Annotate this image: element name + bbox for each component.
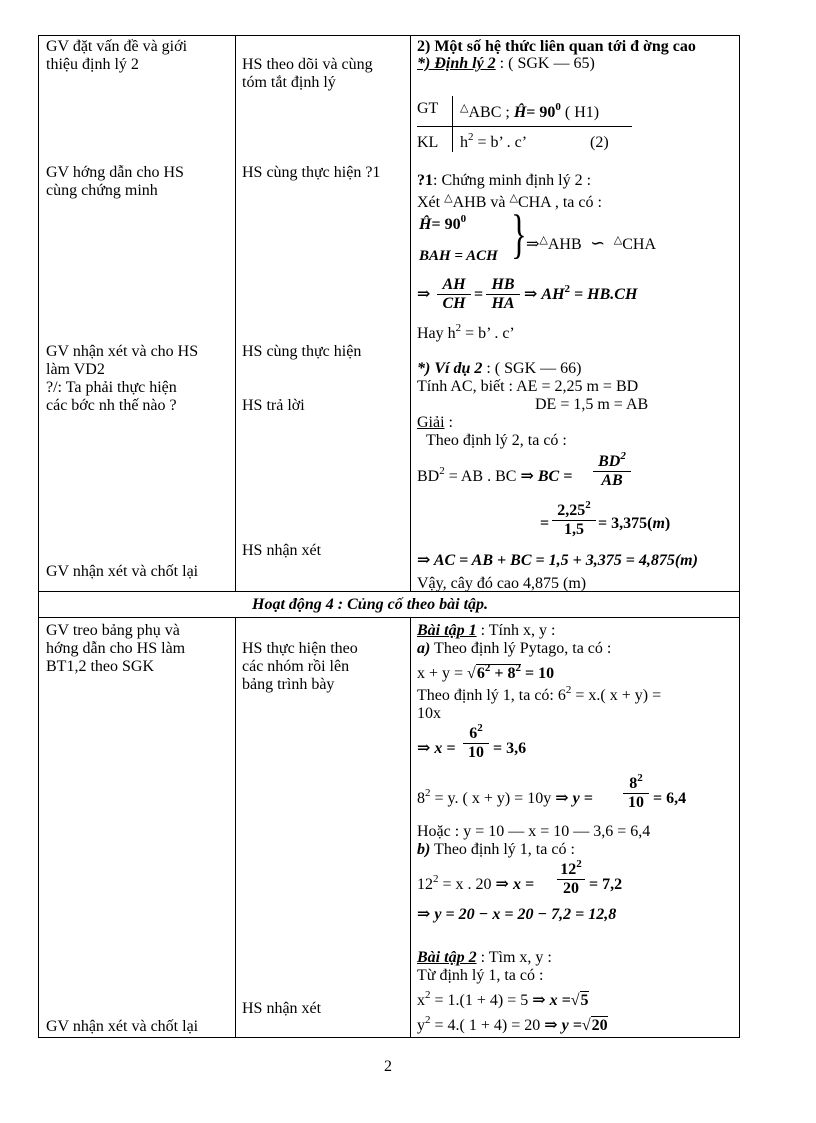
theorem-ref: : ( SGK — 65) [495, 55, 595, 72]
x-square-line: $x^2 = 1.(1 + 4) = 5$ ⇒ x =√5 [417, 989, 589, 1009]
exercise-1-line: Bài tập 1 : Tính x, y : [417, 622, 556, 639]
column-divider-2 [410, 35, 411, 591]
triangle-icon: △ [460, 102, 469, 114]
proof-result: ⇒ $AH^2 = HB.CH$ [524, 283, 638, 303]
table-border-left [38, 35, 39, 1038]
table-border-right [739, 35, 740, 1038]
teacher-note-3b: làm VD2 [46, 361, 105, 378]
section-heading: 2) Một số hệ thức liên quan tới đ ờng cao [417, 38, 696, 55]
y-result: = 6,4 [653, 790, 687, 807]
xy-line: $x + y = √6^2 + 8^2 = 10$ [417, 662, 555, 682]
example-given-2: DE = 1,5 m = AB [535, 396, 649, 413]
gt-divider-vertical [452, 96, 453, 152]
column-divider-2b [410, 617, 411, 1037]
part-a-line: a) Theo định lý Pytago, ta có : [417, 640, 612, 657]
or-line: Hoặc : y = 10 — x = 10 — 3,6 = 6,4 [417, 823, 651, 840]
x-eq-label: ⇒ x = [417, 740, 456, 757]
fraction-hb-ha: $\frac{HB}{HA}$ [486, 276, 520, 313]
brace-icon: } [511, 204, 527, 264]
implies-icon: ⇒ [417, 286, 431, 303]
system-eq-2: BAH = ACH [419, 248, 498, 264]
student-note-3b: HS trả lời [242, 397, 305, 414]
page-number: 2 [384, 1058, 392, 1075]
teacher-note-4: GV nhận xét và chốt lại [46, 563, 199, 580]
student-note-5a: HS thực hiện theo [242, 640, 358, 657]
student-note-1a: HS theo dõi và cùng [242, 56, 373, 73]
gt-label: GT [417, 100, 439, 117]
example-line: *) Ví dụ 2 : ( SGK — 66) [417, 360, 582, 377]
theorem-line [417, 55, 595, 72]
part-b-line: b) Theo định lý 1, ta có : [417, 841, 575, 858]
table-border-top [38, 35, 740, 36]
student-note-1b: tóm tắt định lý [242, 74, 336, 91]
section-title: Hoạt động 4 : Củng cố theo bài tập. [252, 596, 489, 613]
table-border-bottom [38, 1037, 740, 1038]
student-note-5c: bảng trình bày [242, 676, 335, 693]
ac-result: ⇒ AC = AB + BC = 1,5 + 3,375 = 4,875(m) [417, 552, 698, 569]
proof-line: ?1: Chứng minh định lý 2 : [417, 172, 592, 189]
kl-number: (2) [590, 134, 609, 151]
angle-h-label: Ĥ [513, 104, 527, 121]
triangle-icon: △ [509, 192, 518, 204]
theorem1-line: Theo định lý 1, ta có: $6^2 = x$.( x + y) = [417, 684, 662, 704]
column-divider-1 [235, 35, 236, 591]
kl-text: $h^2 = b$’ . c’ [460, 131, 528, 151]
column-divider-1b [235, 617, 236, 1037]
exercise-2-line: Bài tập 2 : Tìm x, y : [417, 949, 552, 966]
by-theorem-line: Theo định lý 2, ta có : [426, 432, 567, 449]
theorem1-cont: 10x [417, 705, 441, 722]
x2-result: = 7,2 [589, 876, 623, 893]
system-eq-1: Ĥ= $90^0$ [419, 213, 467, 233]
teacher-note-5c: BT1,2 theo SGK [46, 658, 154, 675]
student-note-6: HS nhận xét [242, 1000, 322, 1017]
teacher-note-6: GV nhận xét và chốt lại [46, 1018, 199, 1035]
example-given-1: Tính AC, biết : AE = 2,25 m = BD [417, 378, 639, 395]
student-note-4: HS nhận xét [242, 542, 322, 559]
calc-result: = 3,375(m) [598, 515, 671, 532]
solution-label: Giải : [417, 414, 453, 431]
y-line: $8^2 = y$. ( x + y) = 10y ⇒ y = [417, 787, 593, 807]
fraction-ah-ch: $\frac{AH}{CH}$ [437, 276, 471, 313]
l12-line: $12^2 = x$ . 20 ⇒ x = [417, 873, 535, 893]
fraction-x2: $\frac{12^2}{20}$ [557, 861, 585, 898]
x-result: = 3,6 [493, 740, 527, 757]
theorem-label: *) Định lý 2 [417, 55, 496, 72]
fraction-y: $\frac{8^2}{10}$ [623, 775, 649, 812]
teacher-note-3d: các bớc nh thế nào ? [46, 397, 177, 414]
fraction-calc: $\frac{2,25^2}{1,5}$ [552, 502, 596, 539]
teacher-note-5b: hớng dẫn cho HS làm [46, 640, 186, 657]
teacher-note-5a: GV treo bảng phụ và [46, 622, 180, 639]
student-note-3: HS cùng thực hiện [242, 343, 362, 360]
hay-line: Hay $h^2 = b$’ . c’ [417, 322, 515, 342]
gt-divider-horizontal [417, 126, 632, 127]
teacher-note-3c: ?/: Ta phải thực hiện [46, 379, 177, 396]
y2-line: ⇒ y = 20 − x = 20 − 7,2 = 12,8 [417, 906, 617, 923]
triangle-icon: △ [539, 234, 548, 246]
student-note-5b: các nhóm rồi lên [242, 658, 350, 675]
conclusion-line: Vậy, cây đó cao 4,875 (m) [417, 575, 587, 592]
teacher-note-2a: GV hớng dẫn cho HS [46, 164, 184, 181]
triangle-icon: △ [613, 234, 623, 246]
kl-label: KL [417, 134, 439, 151]
similar-icon: ∽ [585, 233, 610, 253]
y-square-line: $y^2 = 4$.( 1 + 4) = 20 ⇒ y =√20 [417, 1014, 608, 1034]
teacher-note-3a: GV nhận xét và cho HS [46, 343, 199, 360]
student-note-2: HS cùng thực hiện ?1 [242, 164, 381, 181]
section-line-top [38, 591, 740, 592]
gt-text: △ABC ; Ĥ= $90^0$ ( H1) [460, 101, 600, 121]
triangle-icon: △ [444, 192, 453, 204]
teacher-note-1a: GV đặt vấn đề và giới [46, 38, 188, 55]
teacher-note-2b: cùng chứng minh [46, 182, 158, 199]
teacher-note-1b: thiệu định lý 2 [46, 56, 139, 73]
equals-sign: = [540, 515, 550, 532]
equals-sign: = [474, 286, 484, 303]
xet-line: Xét △AHB và △CHA , ta có : [417, 192, 602, 211]
fraction-x: $\frac{6^2}{10}$ [463, 725, 489, 762]
similar-line: ⇒△AHB ∽ △CHA [526, 233, 656, 253]
section-line-bottom [38, 617, 740, 618]
bd-line: $BD^2$ = AB . BC ⇒ BC = [417, 465, 573, 485]
fraction-bd-ab: $\frac{BD^2}{AB}$ [593, 453, 631, 490]
from-theorem-line: Từ định lý 1, ta có : [417, 967, 544, 984]
